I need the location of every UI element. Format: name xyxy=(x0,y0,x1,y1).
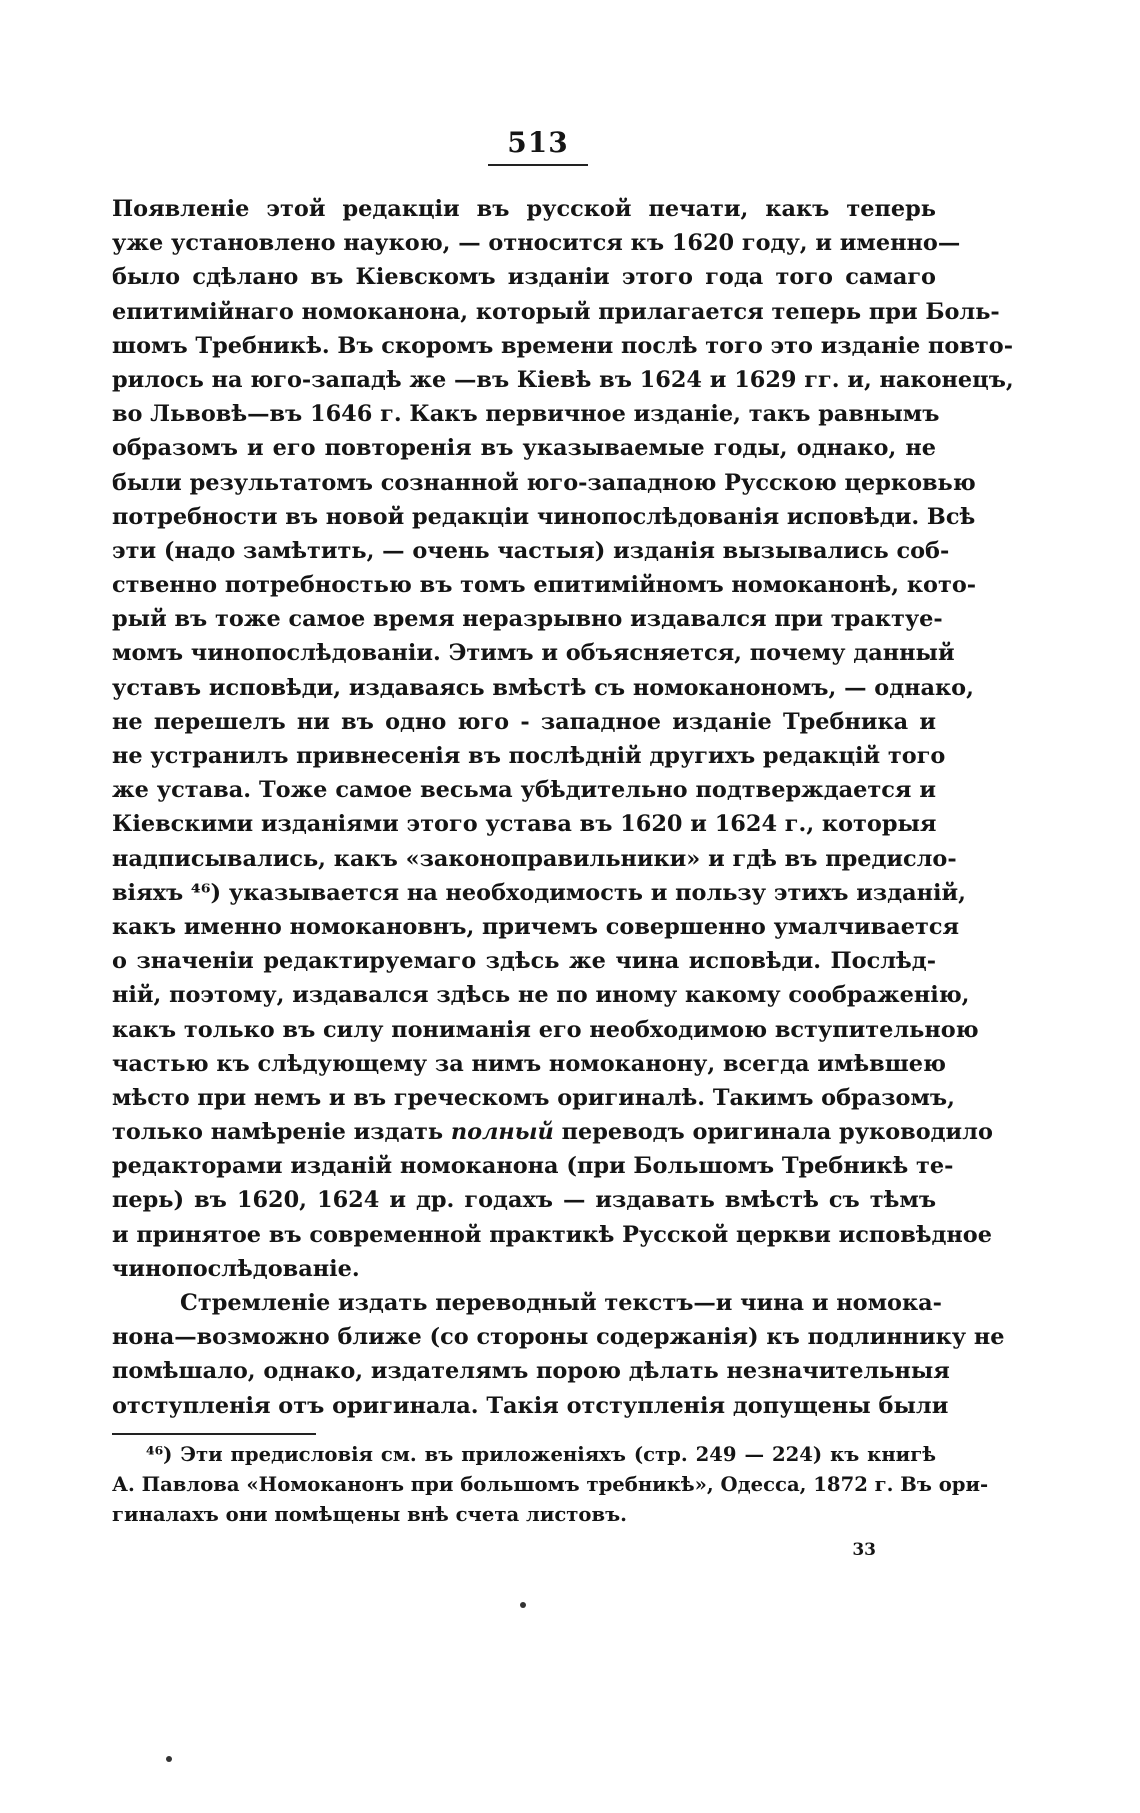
text-line: были результатомъ сознанной юго-западною Русскою церковью xyxy=(112,469,976,496)
text-line: во Львовѣ—въ 1646 г. Какъ первичное изданіе, такъ равнымъ xyxy=(112,401,940,428)
text-line: Появленіе этой редакціи въ русской печати, какъ теперь xyxy=(112,196,936,222)
footnote-line: гиналахъ они помѣщены внѣ счета листовъ. xyxy=(112,1503,627,1526)
footnote-line: А. Павлова «Номоканонъ при большомъ требникѣ», Одесса, 1872 г. Въ ори- xyxy=(112,1473,989,1496)
page-number: 513 xyxy=(507,126,569,159)
footnotes xyxy=(112,1440,989,1530)
text-line: какъ только въ силу пониманія его необходимою вступительною xyxy=(112,1016,979,1043)
text-line: эти (надо замѣтить, — очень частыя) изданія вызывались соб- xyxy=(112,537,950,564)
text-line: уставъ исповѣди, издаваясь вмѣстѣ съ номоканономъ, — однако, xyxy=(112,674,974,701)
print-speck xyxy=(166,1756,172,1762)
text-line: надписывались, какъ «законоправильники» и гдѣ въ предисло- xyxy=(112,845,957,872)
text-line: и принятое въ современной практикѣ Русской церкви исповѣдное xyxy=(112,1221,992,1248)
text-line: не устранилъ привнесенія въ послѣдній другихъ редакцій того xyxy=(112,743,946,769)
text-line: образомъ и его повторенія въ указываемые годы, однако, не xyxy=(112,435,936,462)
text-line: о значеніи редактируемаго здѣсь же чина исповѣди. Послѣд- xyxy=(112,948,936,975)
text-line: рилось на юго-западѣ же —въ Кіевѣ въ 1624 и 1629 гг. и, наконецъ, xyxy=(112,366,1014,393)
page-number-rule xyxy=(488,164,588,166)
text-line: же устава. Тоже самое весьма убѣдительно подтверждается и xyxy=(112,777,936,804)
text-line: ній, поэтому, издавался здѣсь не по иному какому соображенію, xyxy=(112,982,970,1009)
text-line: отступленія отъ оригинала. Такія отступленія допущены были xyxy=(112,1392,949,1419)
text-line: рый въ тоже самое время неразрывно издавался при трактуе- xyxy=(112,606,943,633)
text-line: ственно потребностью въ томъ епитимійномъ номоканонѣ, кото- xyxy=(112,572,977,599)
text-line: момъ чинопослѣдованіи. Этимъ и объясняется, почему данный xyxy=(112,640,955,667)
text-line: потребности въ новой редакціи чинопослѣдованія исповѣди. Всѣ xyxy=(112,503,976,530)
text-line: віяхъ ⁴⁶) указывается на необходимость и пользу этихъ изданій, xyxy=(112,879,966,906)
text-line: было сдѣлано въ Кіевскомъ изданіи этого года того самаго xyxy=(112,264,936,291)
emphasized-word: полный xyxy=(450,1119,554,1146)
text-line: не перешелъ ни въ одно юго - западное изданіе Требника и xyxy=(112,708,936,735)
text-line: Кіевскими изданіями этого устава въ 1620 и 1624 г., которыя xyxy=(112,811,937,838)
text-line: только намѣреніе издать полный переводъ оригинала руководило xyxy=(112,1119,993,1146)
signature-mark: 33 xyxy=(852,1540,876,1560)
text-line: епитимійнаго номоканона, который прилагается теперь при Боль- xyxy=(112,298,1000,325)
text-line: мѣсто при немъ и въ греческомъ оригиналѣ. Такимъ образомъ, xyxy=(112,1084,955,1111)
text-line: уже установлено наукою, — относится къ 1620 году, и именно— xyxy=(112,230,961,257)
text-line: нона—возможно ближе (со стороны содержанія) къ подлиннику не xyxy=(112,1324,1005,1351)
text-line: Стремленіе издать переводный текстъ—и чина и номока- xyxy=(180,1290,942,1316)
main-text xyxy=(112,192,1014,1423)
text-line: перь) въ 1620, 1624 и др. годахъ — издавать вмѣстѣ съ тѣмъ xyxy=(112,1187,936,1214)
text-line: частью къ слѣдующему за нимъ номоканону, всегда имѣвшею xyxy=(112,1050,946,1077)
text-line: чинопослѣдованіе. xyxy=(112,1255,360,1282)
text-line: помѣшало, однако, издателямъ порою дѣлать незначительныя xyxy=(112,1358,950,1385)
text-line: какъ именно номокановнъ, причемъ совершенно умалчивается xyxy=(112,913,960,940)
print-speck xyxy=(520,1602,526,1608)
text-line: шомъ Требникѣ. Въ скоромъ времени послѣ того это изданіе повто- xyxy=(112,332,1014,359)
footnote-line: ⁴⁶) Эти предисловія см. въ приложеніяхъ (стр. 249 — 224) къ книгѣ xyxy=(146,1443,936,1466)
text-line: редакторами изданій номоканона (при Большомъ Требникѣ те- xyxy=(112,1153,954,1180)
footnote-rule xyxy=(112,1433,316,1435)
